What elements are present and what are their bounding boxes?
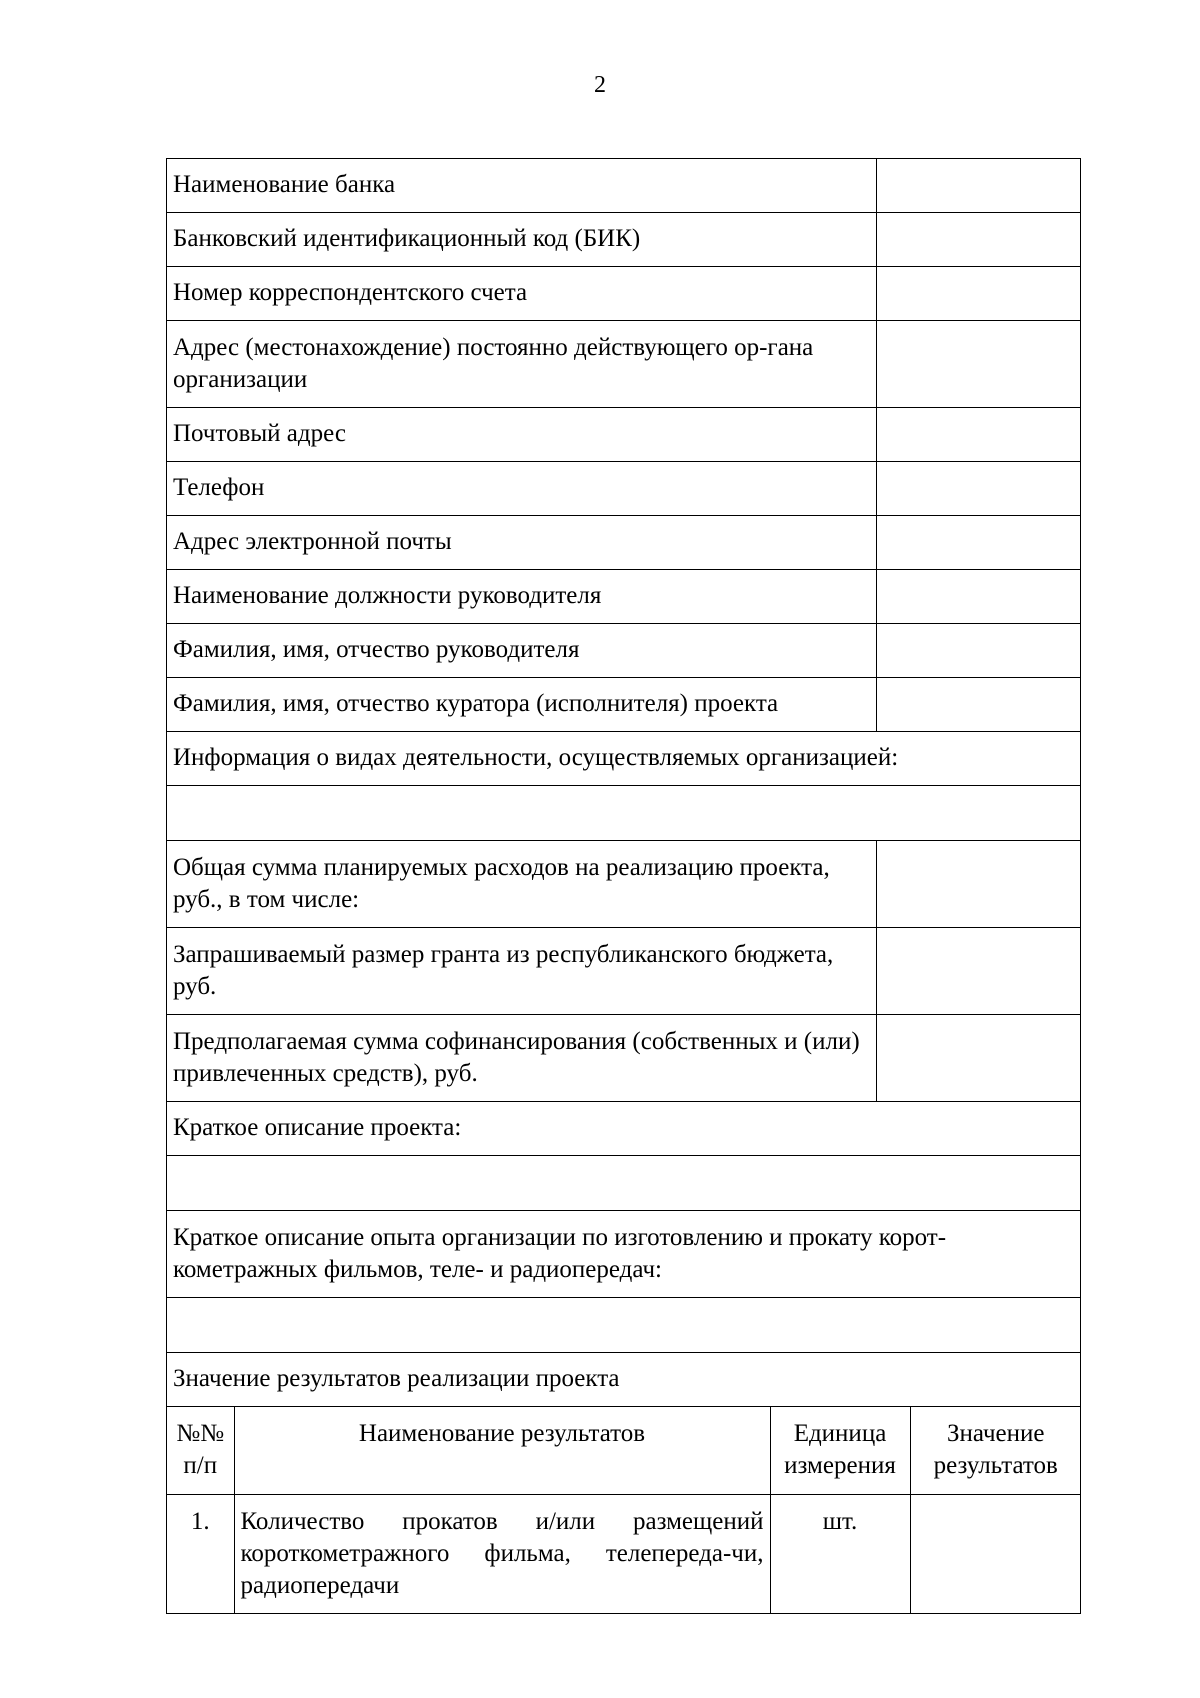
form-row-total-expenses <box>167 841 1081 928</box>
field-label: Адрес электронной почты <box>167 516 877 570</box>
field-value[interactable] <box>877 213 1081 267</box>
form-row-curator-name <box>167 678 1081 732</box>
header-num: №№ п/п <box>167 1407 234 1494</box>
field-label: Фамилия, имя, отчество руководителя <box>167 624 877 678</box>
header-name: Наименование результатов <box>234 1407 770 1494</box>
field-value[interactable] <box>167 786 1081 841</box>
field-label: Информация о видах деятельности, осуществляемых организацией: <box>167 732 1081 786</box>
field-value[interactable] <box>877 570 1081 624</box>
form-row-project-description-value <box>167 1156 1081 1211</box>
field-value[interactable] <box>877 624 1081 678</box>
field-value[interactable] <box>877 321 1081 408</box>
form-row-phone <box>167 462 1081 516</box>
form-row-experience-value <box>167 1298 1081 1353</box>
field-label: Предполагаемая сумма софинансирования (собственных и (или) привлеченных средств), руб. <box>167 1015 877 1102</box>
field-value[interactable] <box>877 841 1081 928</box>
result-value[interactable] <box>910 1494 1081 1613</box>
results-header-row <box>167 1407 1081 1494</box>
form-row-grant-amount <box>167 928 1081 1015</box>
form-row-results-title <box>167 1353 1081 1407</box>
field-value[interactable] <box>877 408 1081 462</box>
field-label: Общая сумма планируемых расходов на реализацию проекта, руб., в том числе: <box>167 841 877 928</box>
field-value[interactable] <box>877 462 1081 516</box>
field-label: Наименование должности руководителя <box>167 570 877 624</box>
field-value[interactable] <box>167 1156 1081 1211</box>
form-row-activities-label <box>167 732 1081 786</box>
section-title: Значение результатов реализации проекта <box>167 1353 1081 1407</box>
field-value[interactable] <box>877 1015 1081 1102</box>
result-num: 1. <box>167 1494 234 1613</box>
field-label: Фамилия, имя, отчество куратора (исполнителя) проекта <box>167 678 877 732</box>
field-value[interactable] <box>877 159 1081 213</box>
form-row-bik <box>167 213 1081 267</box>
field-label: Адрес (местонахождение) постоянно действующего ор-гана организации <box>167 321 877 408</box>
application-form-table <box>166 158 1081 1614</box>
form-row-correspondent-account <box>167 267 1081 321</box>
field-value[interactable] <box>877 267 1081 321</box>
form-row-project-description-label <box>167 1102 1081 1156</box>
field-label: Запрашиваемый размер гранта из республиканского бюджета, руб. <box>167 928 877 1015</box>
result-unit: шт. <box>770 1494 910 1613</box>
results-table-row <box>167 1407 1081 1614</box>
results-table <box>167 1407 1081 1613</box>
form-row-legal-address <box>167 321 1081 408</box>
field-label: Банковский идентификационный код (БИК) <box>167 213 877 267</box>
field-label: Телефон <box>167 462 877 516</box>
field-label: Номер корреспондентского счета <box>167 267 877 321</box>
form-row-cofinancing <box>167 1015 1081 1102</box>
field-label: Краткое описание опыта организации по изготовлению и прокату корот-кометражных фильмов, теле- и радиопередач: <box>167 1211 1081 1298</box>
page-number: 2 <box>594 72 606 98</box>
header-unit: Единица измерения <box>770 1407 910 1494</box>
form-row-activities-value <box>167 786 1081 841</box>
field-label: Наименование банка <box>167 159 877 213</box>
header-value: Значение результатов <box>910 1407 1081 1494</box>
field-value[interactable] <box>167 1298 1081 1353</box>
form-row-bank-name <box>167 159 1081 213</box>
form-row-experience-label <box>167 1211 1081 1298</box>
results-row <box>167 1494 1081 1613</box>
form-row-postal-address <box>167 408 1081 462</box>
field-value[interactable] <box>877 678 1081 732</box>
form-row-head-position <box>167 570 1081 624</box>
field-value[interactable] <box>877 516 1081 570</box>
result-name: Количество прокатов и/или размещений короткометражного фильма, телепереда-чи, радиопередачи <box>234 1494 770 1613</box>
results-table-container <box>167 1407 1081 1614</box>
form-row-head-name <box>167 624 1081 678</box>
field-label: Почтовый адрес <box>167 408 877 462</box>
form-row-email <box>167 516 1081 570</box>
field-value[interactable] <box>877 928 1081 1015</box>
field-label: Краткое описание проекта: <box>167 1102 1081 1156</box>
